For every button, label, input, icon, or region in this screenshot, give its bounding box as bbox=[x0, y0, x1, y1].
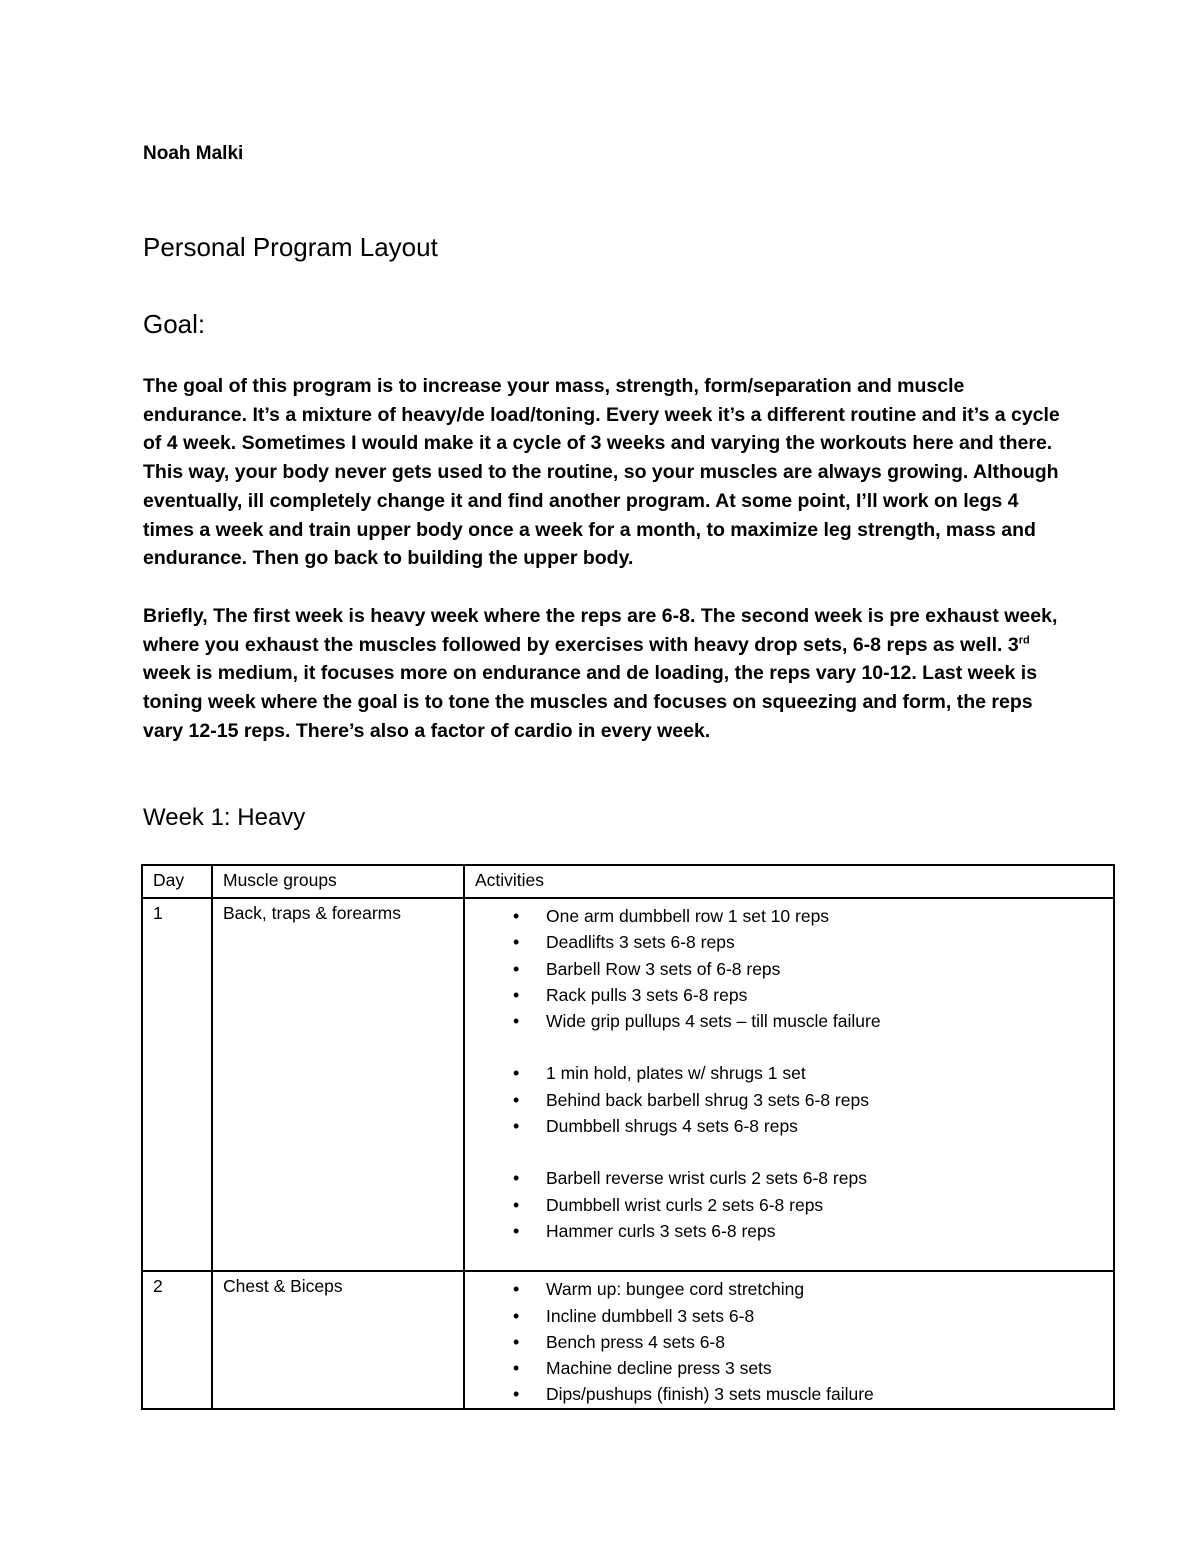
list-item: • Machine decline press 3 sets bbox=[513, 1355, 1103, 1381]
table-header-row bbox=[142, 865, 1114, 898]
list-item: • Incline dumbbell 3 sets 6-8 bbox=[513, 1303, 1103, 1329]
document-title: Personal Program Layout bbox=[143, 232, 438, 262]
list-item: • Dumbbell wrist curls 2 sets 6-8 reps bbox=[513, 1192, 1103, 1218]
author-name: Noah Malki bbox=[143, 143, 244, 164]
activities-cell bbox=[464, 898, 1114, 1271]
header-day: Day bbox=[142, 865, 212, 898]
day-cell: 2 bbox=[142, 1271, 212, 1408]
goal-paragraph: The goal of this program is to increase your mass, strength, form/separation and muscle endurance. It’s a mixture of heavy/de load/toning. Every week it’s a different routine and it’s a cycle of 4 week. Sometimes I would make it a cycle of 3 weeks and varying the workouts here and there. This way, your body never gets used to the routine, so your muscles are always growing. Although eventually, ill completely change it and find another program. At some point, I’ll work on legs 4 times a week and train upper body once a week for a month, to maximize leg strength, mass and endurance. Then go back to building the upper body. bbox=[143, 375, 1060, 570]
list-item: • Warm up: bungee cord stretching bbox=[513, 1276, 1103, 1302]
activities-cell bbox=[464, 1271, 1114, 1408]
list-item: • Wide grip pullups 4 sets – till muscle failure bbox=[513, 1008, 1103, 1034]
list-item: • Deadlifts 3 sets 6-8 reps bbox=[513, 929, 1103, 955]
header-activities: Activities bbox=[464, 865, 1114, 898]
list-item: • Dips/pushups (finish) 3 sets muscle failure bbox=[513, 1381, 1103, 1407]
activities-list bbox=[475, 903, 1103, 1244]
goal-heading: Goal: bbox=[143, 309, 206, 339]
list-item: • Behind back barbell shrug 3 sets 6-8 reps bbox=[513, 1087, 1103, 1113]
day-cell: 1 bbox=[142, 898, 212, 1271]
list-item: • Barbell Row 3 sets of 6-8 reps bbox=[513, 956, 1103, 982]
summary-paragraph bbox=[143, 602, 1063, 746]
list-item: • Rack pulls 3 sets 6-8 reps bbox=[513, 982, 1103, 1008]
list-item: • One arm dumbbell row 1 set 10 reps bbox=[513, 903, 1103, 929]
table-row bbox=[142, 1271, 1114, 1408]
muscle-groups-cell: Back, traps & forearms bbox=[212, 898, 464, 1271]
week-1-heading: Week 1: Heavy bbox=[143, 804, 306, 831]
list-item: • Barbell reverse wrist curls 2 sets 6-8 reps bbox=[513, 1165, 1103, 1191]
header-muscle-groups: Muscle groups bbox=[212, 865, 464, 898]
week-1-table bbox=[141, 864, 1115, 1410]
activities-list bbox=[475, 1276, 1103, 1407]
table-row bbox=[142, 898, 1114, 1271]
list-item: • Hammer curls 3 sets 6-8 reps bbox=[513, 1218, 1103, 1244]
list-item: • Bench press 4 sets 6-8 bbox=[513, 1329, 1103, 1355]
ordinal-superscript: rd bbox=[1018, 634, 1030, 647]
muscle-groups-cell: Chest & Biceps bbox=[212, 1271, 464, 1408]
summary-text-part-1: Briefly, The first week is heavy week where the reps are 6-8. The second week is pre exhaust week, where you exhaust the muscles followed by exercises with heavy drop sets, 6-8 reps as well. 3 bbox=[143, 605, 1058, 656]
list-item: • 1 min hold, plates w/ shrugs 1 set bbox=[513, 1060, 1103, 1086]
summary-text-part-2: week is medium, it focuses more on endurance and de loading, the reps vary 10-12. Last week is toning week where the goal is to tone the muscles and focuses on squeezing and form, the reps vary 12-15 reps. There’s also a factor of cardio in every week. bbox=[143, 662, 1038, 742]
list-item: • Dumbbell shrugs 4 sets 6-8 reps bbox=[513, 1113, 1103, 1139]
